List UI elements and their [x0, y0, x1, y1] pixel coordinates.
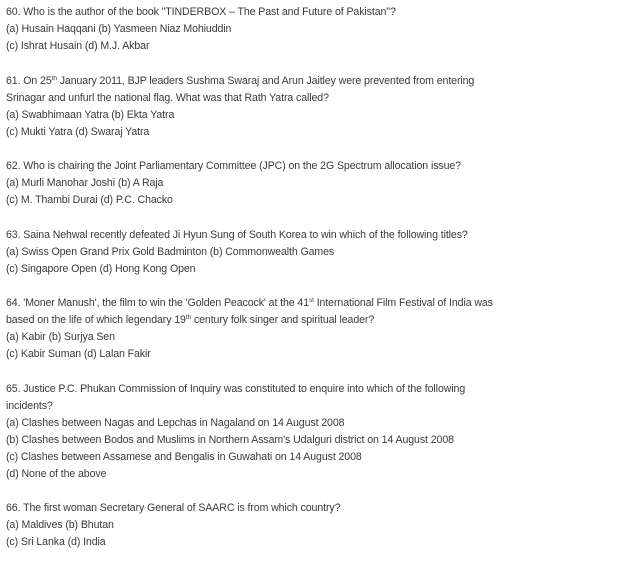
question-document	[6, 4, 634, 569]
question-63	[6, 227, 634, 278]
question-64	[6, 295, 634, 363]
answer-option-b: (b) Clashes between Bodos and Muslims in Northern Assam's Udalguri district on 14 August 2008	[6, 433, 454, 446]
ordinal-suffix: th	[51, 74, 57, 82]
question-62	[6, 158, 634, 209]
question-66	[6, 500, 634, 551]
question-text-continued: incidents?	[6, 399, 53, 412]
answer-options-line: (a) Kabir (b) Surjya Sen	[6, 331, 115, 343]
answer-options-line: (a) Maldives (b) Bhutan	[6, 519, 114, 531]
question-text: 66. The first woman Secretary General of SAARC is from which country?	[6, 502, 341, 514]
answer-options-line: (c) Mukti Yatra (d) Swaraj Yatra	[6, 125, 150, 138]
question-61	[6, 73, 634, 141]
answer-options-line: (c) Sri Lanka (d) India	[6, 536, 106, 548]
question-text: 63. Saina Nehwal recently defeated Ji Hyun Sung of South Korea to win which of the following titles?	[6, 228, 468, 241]
answer-options-line: (c) Singapore Open (d) Hong Kong Open	[6, 262, 196, 275]
answer-options-line: (a) Swiss Open Grand Prix Gold Badminton (b) Commonwealth Games	[6, 245, 335, 258]
question-text: 60. Who is the author of the book "TINDERBOX – The Past and Future of Pakistan"?	[6, 6, 396, 18]
answer-options-line: (a) Murli Manohar Joshi (b) A Raja	[6, 177, 164, 189]
question-text: 61. On 25th January 2011, BJP leaders Sushma Swaraj and Arun Jaitley were prevented from entering	[6, 74, 475, 87]
question-text: 64. 'Moner Manush', the film to win the 'Golden Peacock' at the 41st International Film Festival of India was	[6, 297, 493, 309]
answer-options-line: (c) Ishrat Husain (d) M.J. Akbar	[6, 40, 150, 52]
answer-options-line: (c) Kabir Suman (d) Lalan Fakir	[6, 348, 151, 360]
ordinal-suffix: th	[185, 314, 192, 321]
question-65	[6, 381, 634, 483]
question-text-continued: based on the life of which legendary 19th century folk singer and spiritual leader?	[6, 314, 375, 326]
question-60	[6, 4, 634, 55]
question-text-continued: Srinagar and unfurl the national flag. What was that Rath Yatra called?	[6, 91, 329, 104]
question-text: 65. Justice P.C. Phukan Commission of Inquiry was constituted to enquire into which of the following	[6, 382, 466, 395]
answer-options-line: (a) Husain Haqqani (b) Yasmeen Niaz Mohiuddin	[6, 23, 232, 35]
question-text: 62. Who is chairing the Joint Parliamentary Committee (JPC) on the 2G Spectrum allocation issue?	[6, 160, 461, 172]
ordinal-suffix: st	[309, 297, 314, 304]
answer-option-c: (c) Clashes between Assamese and Bengalis in Guwahati on 14 August 2008	[6, 450, 362, 463]
answer-options-line: (c) M. Thambi Durai (d) P.C. Chacko	[6, 194, 173, 206]
answer-option-a: (a) Clashes between Nagas and Lepchas in Nagaland on 14 August 2008	[6, 416, 345, 429]
answer-options-line: (a) Swabhimaan Yatra (b) Ekta Yatra	[6, 108, 175, 121]
answer-option-d: (d) None of the above	[6, 467, 107, 480]
